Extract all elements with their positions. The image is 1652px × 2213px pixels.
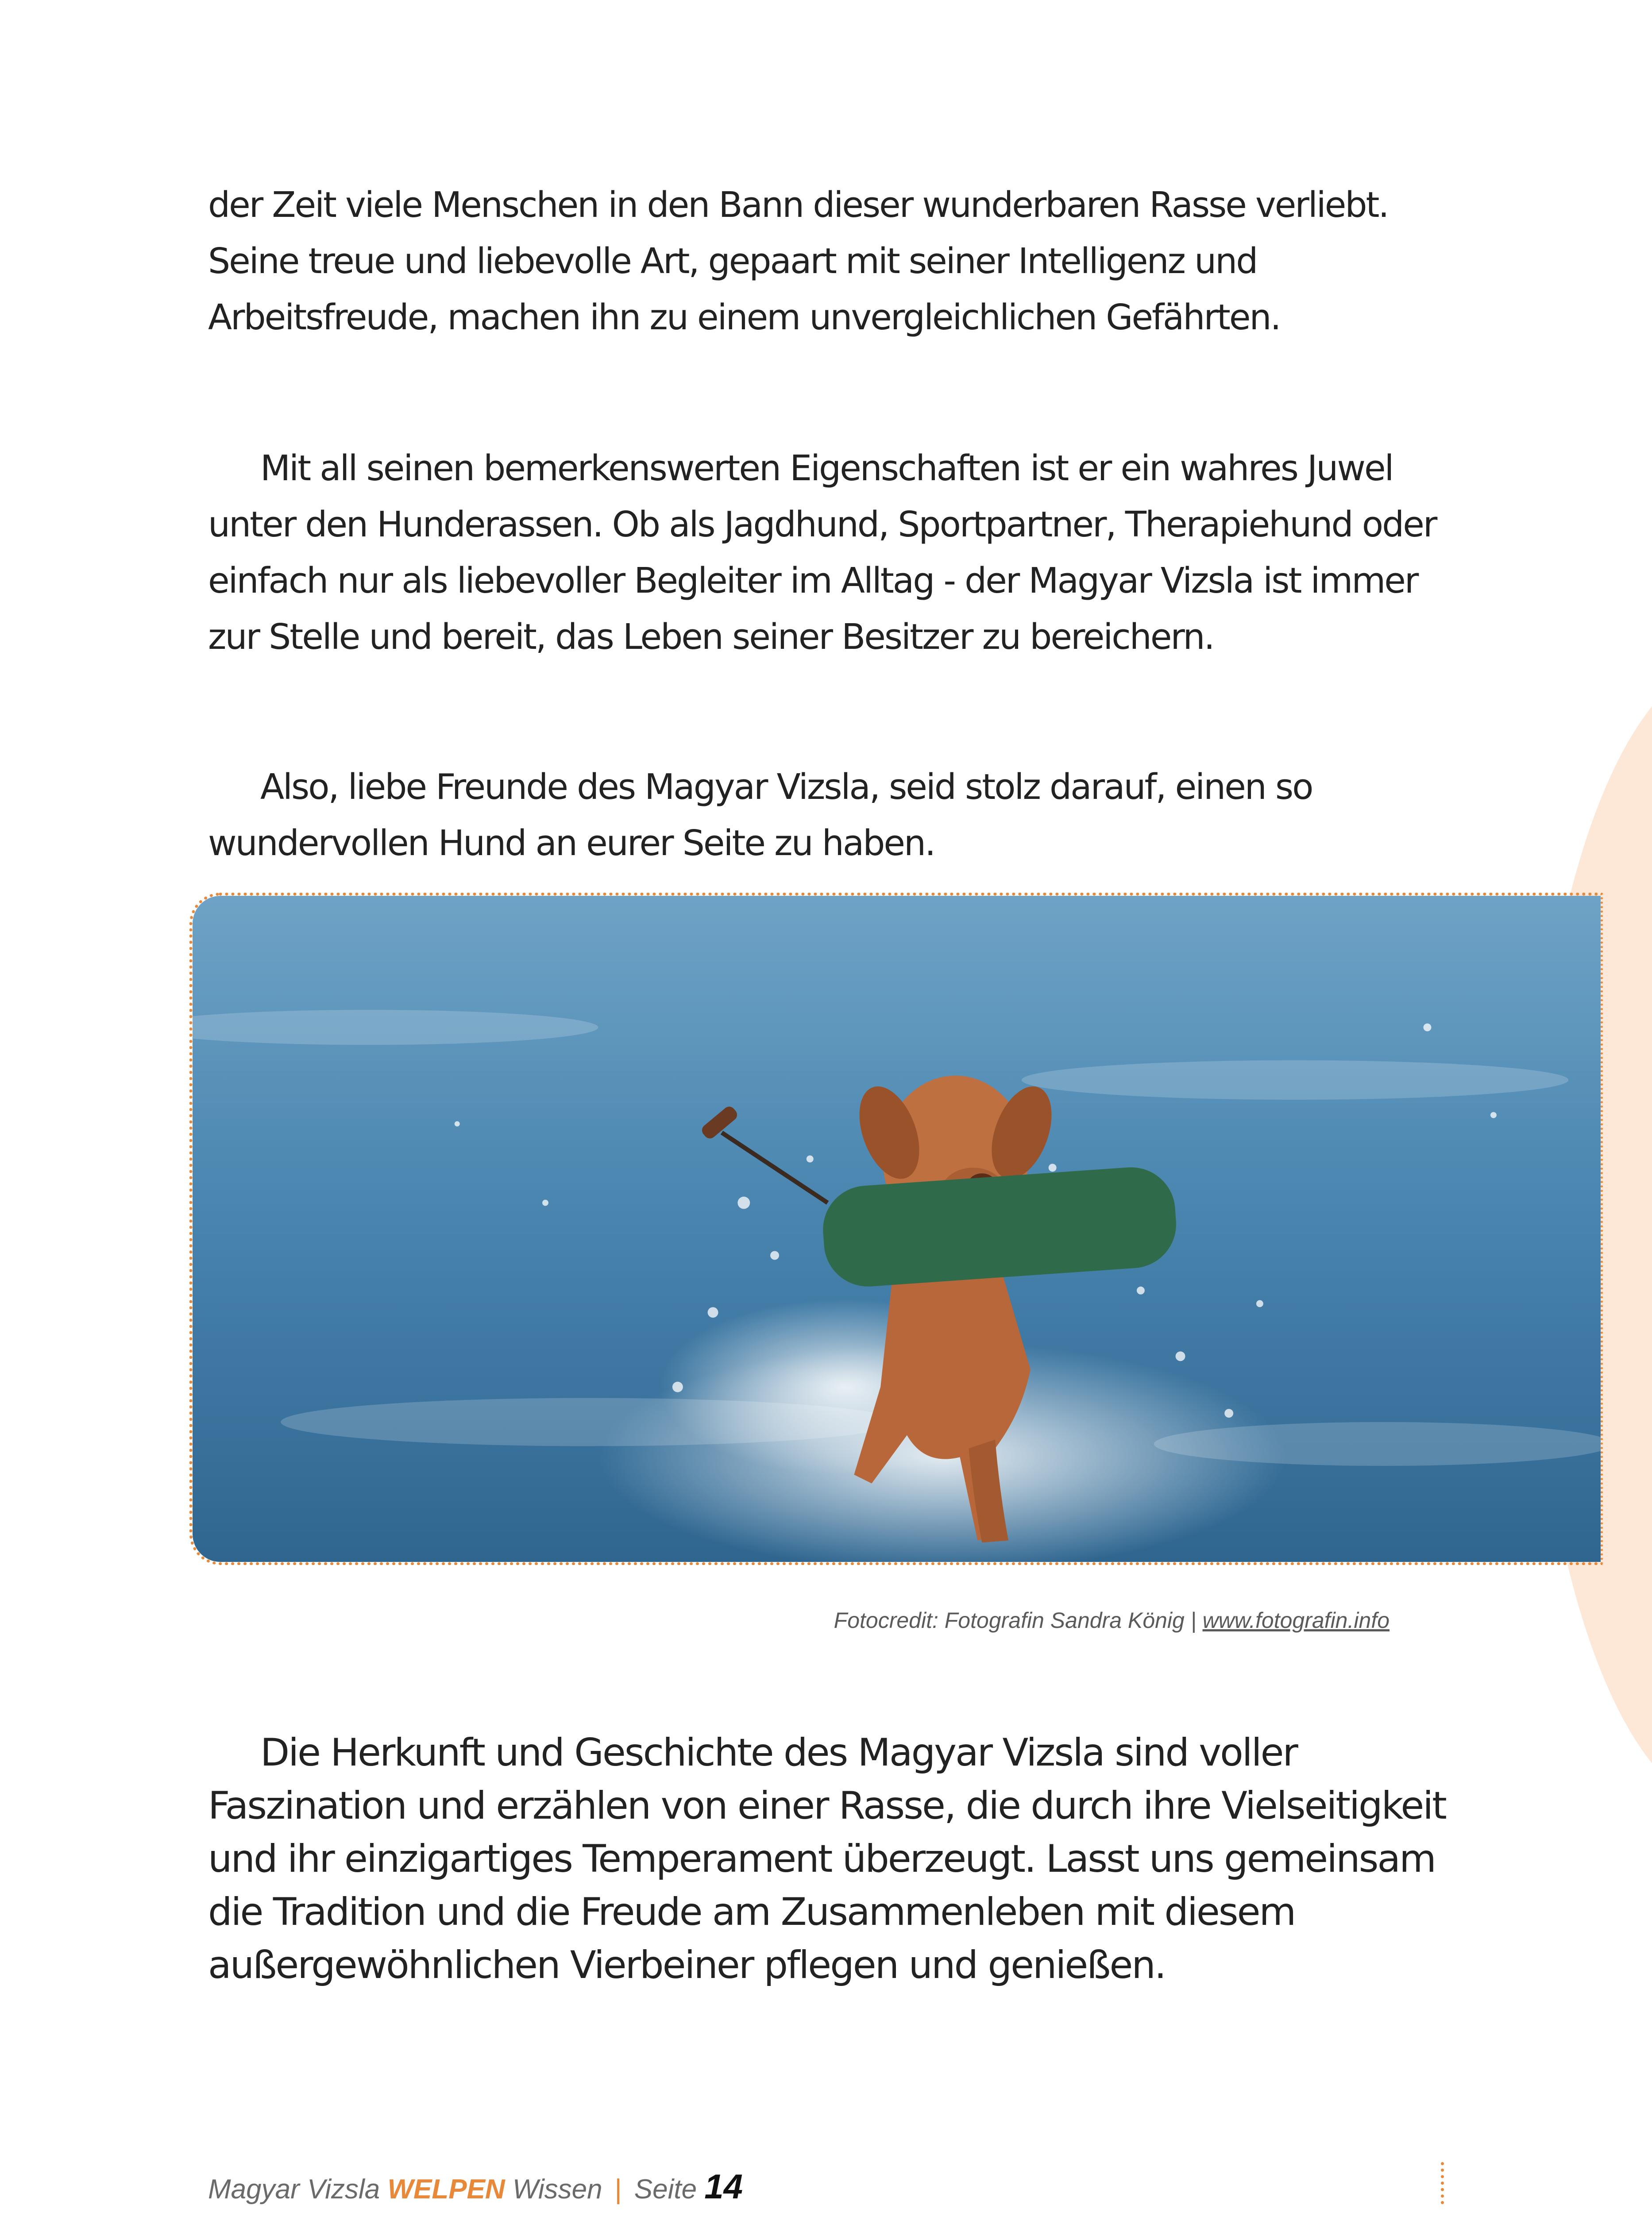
photo-credit-link[interactable]: www.fotografin.info <box>1202 1608 1390 1633</box>
footer-title-prefix: Magyar Vizsla <box>208 2174 388 2205</box>
footer-title-suffix: Wissen <box>505 2174 602 2205</box>
page-label: Seite <box>634 2174 705 2205</box>
body-paragraph-2: Mit all seinen bemerkenswerten Eigenschaften ist er ein wahres Juwel unter den Hunderassen. Ob als Jagdhund, Sportpartner, Therapiehund oder einfach nur als liebevoller Begleiter im Alltag - der Magyar Vizsla ist immer zur Stelle und bereit, das Leben seiner Besitzer zu bereichern. <box>208 448 1436 657</box>
page-footer <box>208 2167 743 2207</box>
photo-credit-text: Fotocredit: Fotografin Sandra König | <box>834 1608 1203 1633</box>
footer-brand: WELPEN <box>387 2174 505 2205</box>
vizsla-water-illustration <box>193 896 1601 1562</box>
body-paragraph-4: Die Herkunft und Geschichte des Magyar Vizsla sind voller Faszination und erzählen von einer Rasse, die durch ihre Vielseitigkeit und ihr einzigartiges Temperament überzeugt. Lasst uns gemeinsam die Tradition und die Freude am Zusammenleben mit diesem außergewöhnlichen Vierbeiner pflegen und genießen. <box>208 1731 1446 1987</box>
dog-photo <box>189 893 1603 1565</box>
body-paragraph-1: der Zeit viele Menschen in den Bann dieser wunderbaren Rasse verliebt. Seine treue und liebevolle Art, gepaart mit seiner Intelligenz und Arbeitsfreude, machen ihn zu einem unvergleichlichen Gefährten. <box>208 185 1388 338</box>
page-number: 14 <box>704 2167 743 2206</box>
photo-credit <box>834 1608 1390 1633</box>
body-paragraph-3: Also, liebe Freunde des Magyar Vizsla, seid stolz darauf, einen so wundervollen Hund an eurer Seite zu haben. <box>208 767 1312 864</box>
footer-separator: | <box>614 2174 622 2205</box>
footer-dotted-marker <box>1441 2162 1444 2204</box>
